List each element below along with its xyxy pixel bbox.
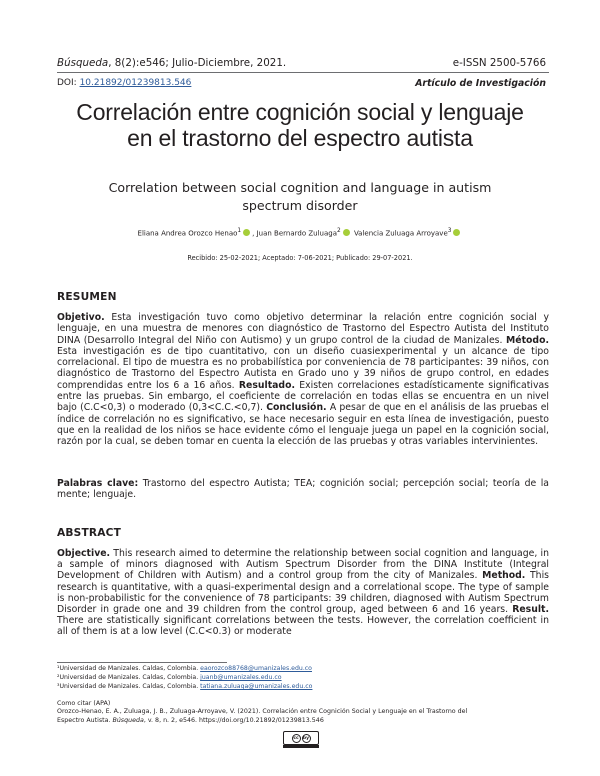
- metodo-label: Método.: [506, 334, 549, 346]
- abstract-body: [57, 548, 549, 638]
- title-spanish-line1: Correlación entre cognición social y lenguaje: [76, 99, 524, 125]
- orcid-icon[interactable]: [243, 229, 250, 236]
- objetivo-text: Esta investigación tuvo como objetivo determinar la relación entre cognición social y lenguaje, en una muestra de menores con diagnóstico de Trastorno del Espectro Autista del Instituto DINA (Desarrollo Integral del Niño con Autismo) y un grupo control de la ciudad de Manizales.: [57, 312, 549, 346]
- author-name: Juan Bernardo Zuluaga: [256, 229, 337, 238]
- conclusion-text: A pesar de que en el análisis de las pruebas el índice de correlación no es significativo, se hace necesario seguir en esta línea de investigación, puesto que en la realidad de los niños se hace evidente cómo el lenguaje juega un papel en la cognición social, razón por la cual, se deben tomar en cuenta la elección de las pruebas y otras variables intervinientes.: [57, 402, 550, 448]
- cc-icon: cc: [293, 735, 299, 741]
- orcid-icon[interactable]: [343, 229, 350, 236]
- by-icon: by: [302, 735, 310, 741]
- author-affiliation-mark: 1: [237, 228, 242, 234]
- citation-journal: Búsqueda: [112, 716, 144, 724]
- title-spanish-line2: en el trastorno del espectro autista: [127, 125, 473, 151]
- title-english-line2: spectrum disorder: [242, 198, 358, 213]
- footnote: [57, 674, 282, 683]
- cc-license-badge[interactable]: [283, 731, 319, 745]
- author-affiliation-mark: 2: [336, 228, 341, 234]
- metodo-text: Esta investigación es de tipo cuantitativo, con un diseño cuasiexperimental y un alcance de tipo correlacional. El tipo de muestra es no probabilística por conveniencia de 78 participantes: 39 niños, con diagnóstico de Trastorno del Espectro Autista en Grado uno y 39 niños de grupo control, en edades comprendidas entre los 6 a 16 años.: [57, 345, 549, 391]
- footnote-affiliation: ²Universidad de Manizales. Caldas, Colombia.: [57, 674, 201, 681]
- citation-line2: [57, 717, 549, 725]
- resumen-body: [57, 312, 549, 448]
- resumen-heading: RESUMEN: [57, 291, 117, 303]
- doi-link[interactable]: 10.21892/01239813.546: [79, 78, 192, 88]
- footnote: [57, 683, 312, 692]
- doi-label: DOI:: [57, 78, 80, 88]
- keywords-text: Trastorno del espectro Autista; TEA; cognición social; percepción social; teoría de la mente; lenguaje.: [57, 478, 549, 501]
- keywords: [57, 478, 549, 501]
- journal-name: Búsqueda: [57, 57, 109, 69]
- objective-label: Objective.: [57, 548, 111, 559]
- title-spanish: [40, 99, 560, 151]
- journal-citation: [57, 57, 286, 69]
- resultado-text: Existen correlaciones estadísticamente significativas entre las pruebas. Sin embargo, el coeficiente de correlación en todas ellas se encuentra en un nivel bajo (C.C<0,3) o moderado (0,3<C.C.<0,7).: [57, 379, 550, 414]
- citation-box: [57, 700, 549, 725]
- journal-volume: , 8(2):e546; Julio-Diciembre, 2021.: [108, 57, 287, 69]
- doi: [57, 78, 191, 88]
- title-english-line1: Correlation between social cognition and language in autism: [108, 180, 492, 195]
- author-list: Eliana Andrea Orozco Henao$^1$ , Juan Bernardo Zuluaga$^2$ Valencia Zuluaga Arroyave$^3$: [40, 228, 560, 237]
- footnote-email[interactable]: juanb@umanizales.edu.co: [200, 674, 282, 681]
- citation-line2-end: , v. 8, n. 2, e546. https://doi.org/10.21892/01239813.546: [143, 716, 324, 724]
- method-label: Method.: [482, 570, 526, 582]
- publication-dates: Recibido: 25-02-2021; Aceptado: 7-06-2021; Publicado: 29-07-2021.: [187, 254, 413, 262]
- result-label: Result.: [512, 604, 549, 616]
- header-divider: [57, 72, 549, 73]
- footnote-email[interactable]: tatiana.zuluaga@umanizales.edu.co: [200, 683, 313, 690]
- author-name: Eliana Andrea Orozco Henao: [137, 229, 238, 238]
- citation-line2-start: Espectro Autista.: [57, 716, 113, 724]
- objetivo-label: Objetivo.: [57, 312, 105, 323]
- title-english: [60, 179, 540, 215]
- keywords-label: Palabras clave:: [57, 478, 139, 489]
- abstract-heading: ABSTRACT: [57, 527, 122, 539]
- footnote-divider: [57, 662, 227, 663]
- resultado-label: Resultado.: [238, 379, 295, 391]
- conclusion-label: Conclusión.: [266, 402, 327, 414]
- method-text: This research is quantitative, with a quasi-experimental design and a correlational scope. The type of sample is non-probabilistic for the convenience of 78 participants: 39 children, diagnosed with Autism Spectrum Disorder in grade one and 39 children from the control group, aged between 6 and 16 years.: [57, 570, 549, 616]
- author-name: Valencia Zuluaga Arroyave: [353, 229, 448, 238]
- author-affiliation-mark: 3: [447, 228, 452, 234]
- footnote-affiliation: ¹Universidad de Manizales. Caldas, Colombia.: [57, 665, 201, 672]
- footnote-email[interactable]: eaorozco88768@umanizales.edu.co: [200, 665, 312, 672]
- article-type: Artículo de Investigación: [415, 78, 546, 89]
- result-text: There are statistically significant correlations between the tests. However, the correlation coefficient in all of them is at a low level (C.C<0.3) or moderate: [57, 615, 549, 638]
- issn: e-ISSN 2500-5766: [452, 57, 546, 69]
- orcid-icon[interactable]: [453, 229, 460, 236]
- citation-line1: Orozco-Henao, E. A., Zuluaga, J. B., Zuluaga-Arroyave, V. (2021). Correlación entre Cognición Social y Lenguaje en el Trastorno del: [57, 708, 468, 716]
- objective-text: This research aimed to determine the relationship between social cognition and language, in a sample of minors diagnosed with Autism Spectrum Disorder from the DINA Institute (Integral Development of Children with Autism) and a control group from the city of Manizales.: [57, 548, 549, 582]
- license-badge-bar: [283, 745, 319, 748]
- citation-label: Como citar (APA): [57, 700, 111, 707]
- footnote: [57, 665, 312, 674]
- footnote-affiliation: ³Universidad de Manizales. Caldas, Colombia.: [57, 683, 201, 690]
